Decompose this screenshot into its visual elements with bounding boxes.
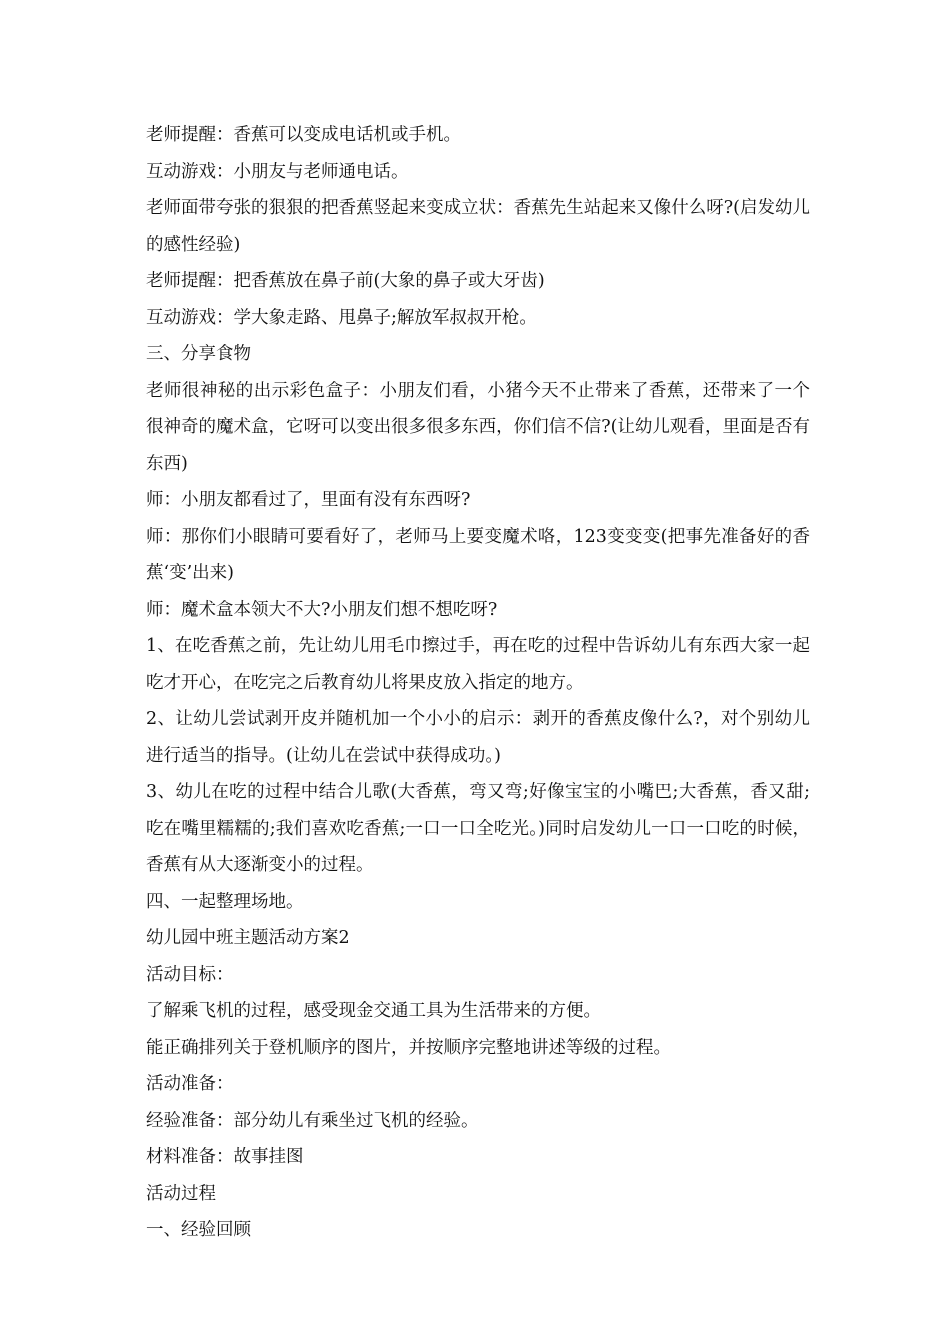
paragraph-banana-standing: 老师面带夸张的狠狠的把香蕉竖起来变成立状：香蕉先生站起来又像什么呀?(启发幼儿的感性经验) (146, 198, 810, 255)
paragraph-teacher-question-2: 师：魔术盒本领大不大?小朋友们想不想吃呀? (146, 599, 498, 620)
section-heading-share-food: 三、分享食物 (146, 344, 251, 364)
paragraph-tip-phone: 老师提醒：香蕉可以变成电话机或手机。 (146, 125, 461, 145)
paragraph-teacher-magic: 师：那你们小眼睛可要看好了，老师马上要变魔术咯，123变变变(把事先准备好的香蕉‘变’出来) (146, 526, 810, 583)
heading-activity-preparation: 活动准备： (146, 1074, 234, 1094)
paragraph-teacher-question-1: 师：小朋友都看过了，里面有没有东西呀? (146, 490, 471, 510)
paragraph-tip-nose: 老师提醒：把香蕉放在鼻子前(大象的鼻子或大牙齿) (146, 271, 545, 291)
list-item-3: 3、幼儿在吃的过程中结合儿歌(大香蕉，弯又弯;好像宝宝的小嘴巴;大香蕉，香又甜;吃在嘴里糯糯的;我们喜欢吃香蕉;一口一口全吃光。)同时启发幼儿一口一口吃的时候，香蕉有从大逐渐变小的过程。 (146, 782, 810, 875)
paragraph-goal-2: 能正确排列关于登机顺序的图片，并按顺序完整地讲述等级的过程。 (146, 1037, 671, 1058)
heading-activity-goals: 活动目标： (146, 964, 234, 985)
list-item-2: 2、让幼儿尝试剥开皮并随机加一个小小的启示：剥开的香蕉皮像什么?，对个别幼儿进行适当的指导。(让幼儿在尝试中获得成功。) (146, 709, 810, 766)
paragraph-game-phone-call: 互动游戏：小朋友与老师通电话。 (146, 161, 409, 182)
document-page (146, 117, 810, 1249)
section-heading-clean-up: 四、一起整理场地。 (146, 891, 304, 912)
paragraph-experience-prep: 经验准备：部分幼儿有乘坐过飞机的经验。 (146, 1110, 479, 1131)
paragraph-goal-1: 了解乘飞机的过程，感受现金交通工具为生活带来的方便。 (146, 1001, 601, 1021)
plan-title-2: 幼儿园中班主题活动方案2 (146, 928, 350, 948)
paragraph-material-prep: 材料准备：故事挂图 (146, 1147, 304, 1167)
list-item-1: 1、在吃香蕉之前，先让幼儿用毛巾擦过手，再在吃的过程中告诉幼儿有东西大家一起吃才开心，在吃完之后教育幼儿将果皮放入指定的地方。 (146, 636, 810, 693)
paragraph-magic-box: 老师很神秘的出示彩色盒子：小朋友们看，小猪今天不止带来了香蕉，还带来了一个很神奇的魔术盒，它呀可以变出很多很多东西，你们信不信?(让幼儿观看，里面是否有东西) (146, 380, 810, 474)
heading-activity-process: 活动过程 (146, 1183, 216, 1204)
paragraph-game-elephant: 互动游戏：学大象走路、甩鼻子;解放军叔叔开枪。 (146, 307, 537, 328)
section-heading-experience-review: 一、经验回顾 (146, 1220, 251, 1240)
